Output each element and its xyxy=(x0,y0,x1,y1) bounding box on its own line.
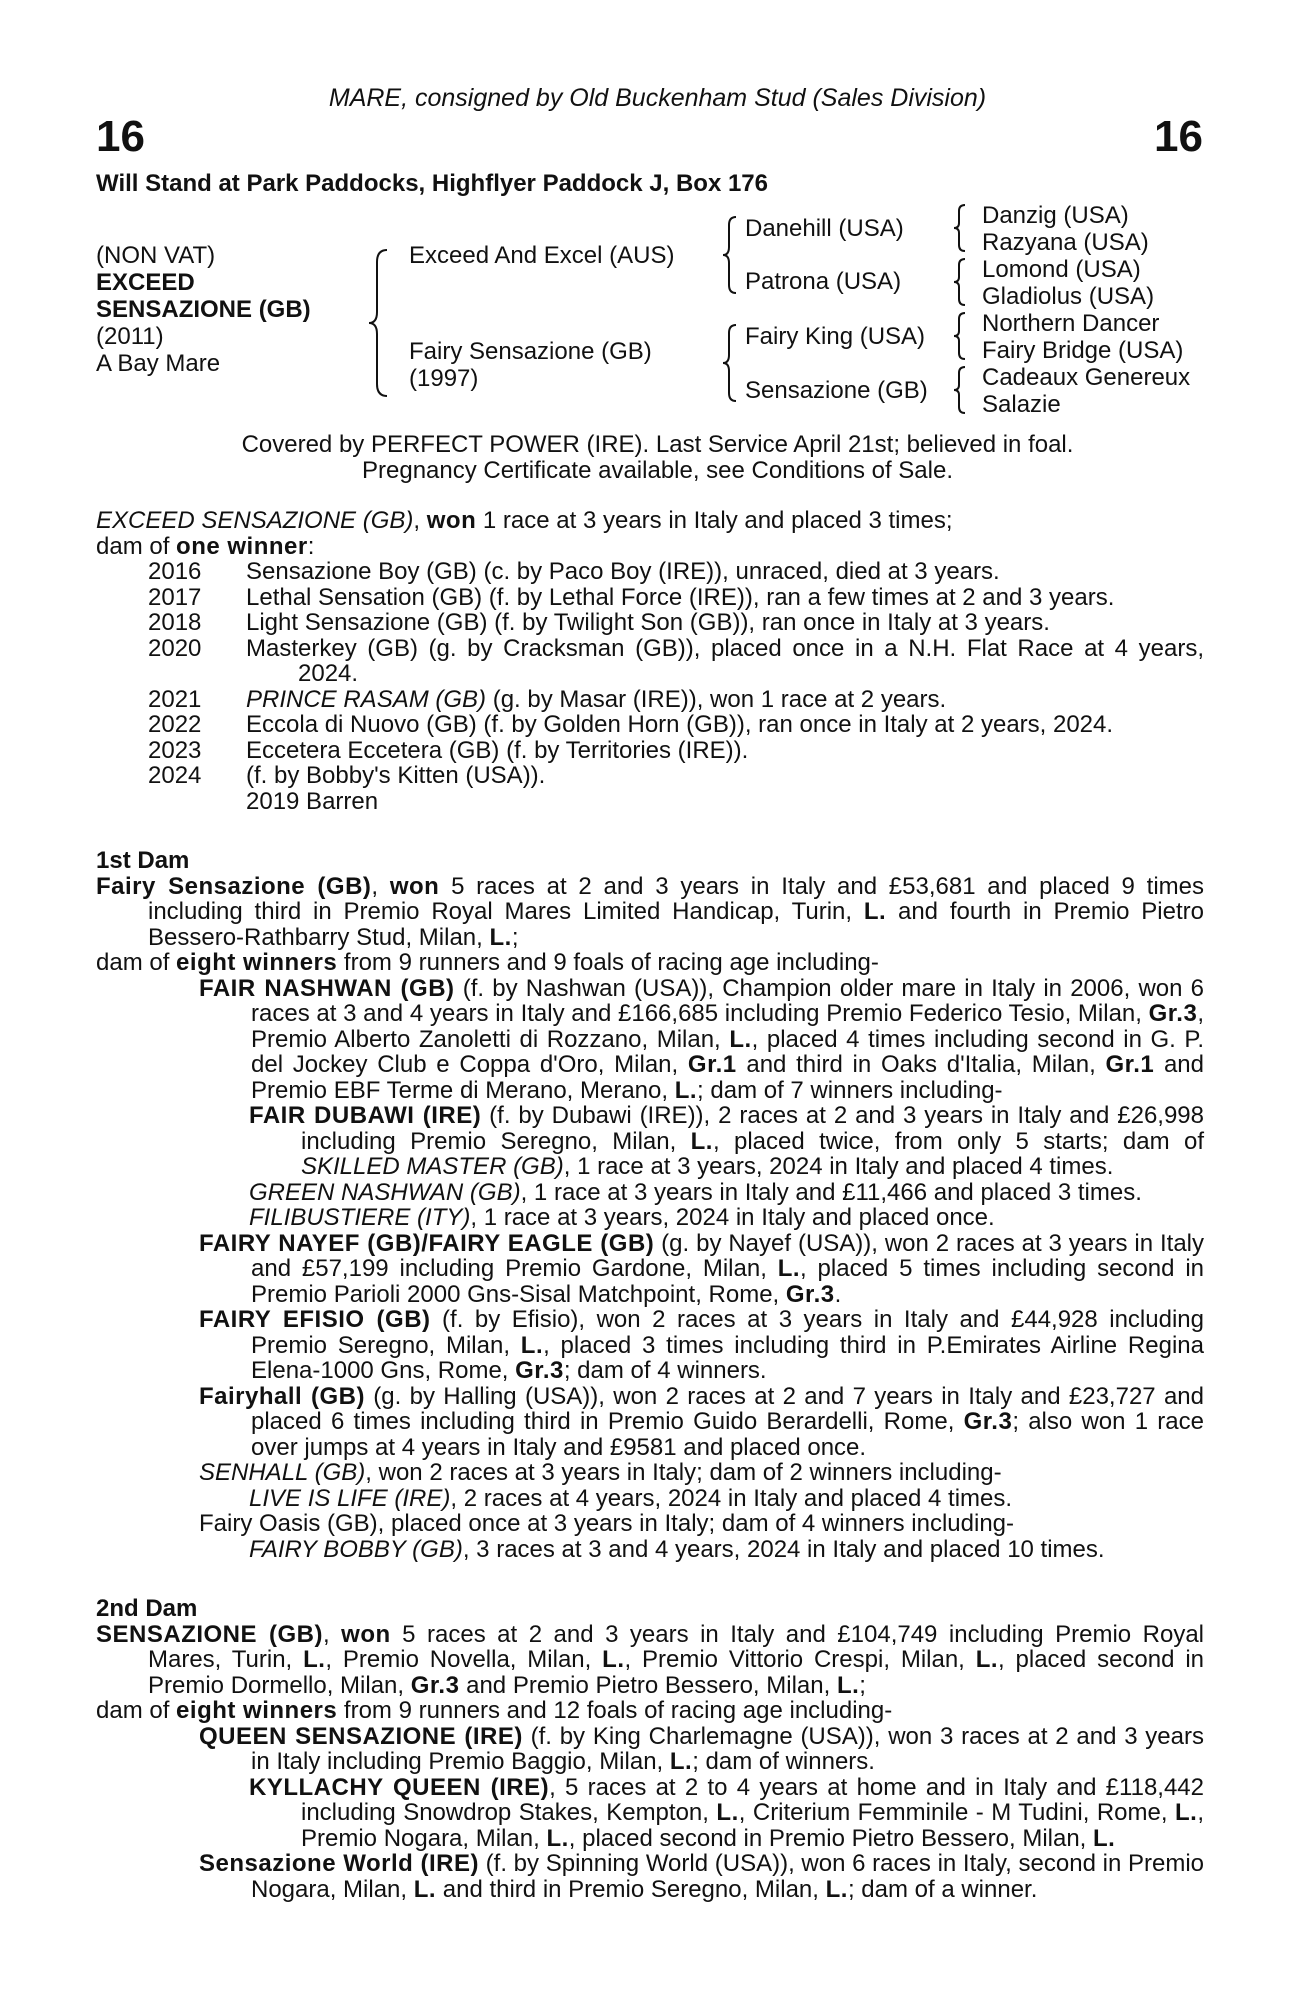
offspring-row: 2022 Eccola di Nuovo (GB) (f. by Golden Horn (GB)), ran once in Italy at 2 years, 2024. xyxy=(148,711,1114,738)
pedigree-horse xyxy=(96,242,311,377)
second-dam-dam-of: dam of eight winners from 9 runners and 12 foals of racing age including- xyxy=(96,1697,893,1724)
offspring-row: 2021 PRINCE RASAM (GB) (g. by Masar (IRE)), won 1 race at 2 years. xyxy=(148,685,947,713)
covered-line-2: Pregnancy Certificate available, see Conditions of Sale. xyxy=(362,457,953,484)
covered-line-1: Covered by PERFECT POWER (IRE). Last Service April 21st; believed in foal. xyxy=(241,431,1074,458)
entry-green-nashwan: GREEN NASHWAN (GB), 1 race at 3 years in Italy and £11,466 and placed 3 times. xyxy=(249,1178,1142,1206)
offspring-row: 2019 Barren xyxy=(246,787,379,815)
pedigree-dds: Cadeaux Genereux xyxy=(982,364,1191,391)
pedigree-sds: Lomond (USA) xyxy=(982,256,1141,283)
entry-senhall: SENHALL (GB), won 2 races at 3 years in Italy; dam of 2 winners including- xyxy=(199,1459,1002,1486)
pedigree-brace-dam xyxy=(720,323,742,403)
pedigree-dd: Sensazione (GB) xyxy=(745,377,928,404)
pedigree-brace-main xyxy=(365,248,395,398)
entry-fairy-bobby: FAIRY BOBBY (GB), 3 races at 3 and 4 years, 2024 in Italy and placed 10 times. xyxy=(249,1535,1105,1563)
horse-description: A Bay Mare xyxy=(96,350,221,377)
pedigree-ss: Danehill (USA) xyxy=(745,215,904,242)
offspring-row: 2016 Sensazione Boy (GB) (c. by Paco Boy (IRE)), unraced, died at 3 years. xyxy=(148,558,1000,585)
pedigree-ssd: Razyana (USA) xyxy=(982,229,1149,256)
pedigree-sire: Exceed And Excel (AUS) xyxy=(409,242,675,269)
first-dam-heading: 1st Dam xyxy=(96,847,190,874)
pedigree-brace-ds xyxy=(950,311,970,361)
entry-fair-nashwan: FAIR NASHWAN (GB) (f. by Nashwan (USA)), Champion older mare in Italy in 2006, won 6 races at 3 and 4 years in Italy and £166,685 including Premio Federico Tesio, Milan, Gr.3, Premio Alberto Zanoletti di Rozzano, Milan, L., placed 4 times including second in G. P. del Jockey Club e Coppa d'Oro, Milan, Gr.1 and third in Oaks d'Italia, Milan, Gr.1 and Premio EBF Terme di Merano, Merano, L.; dam of 7 winners including- xyxy=(199,974,1205,1104)
catalogue-body xyxy=(96,508,1204,1902)
first-dam-dam-of: dam of eight winners from 9 runners and 9 foals of racing age including- xyxy=(96,949,879,976)
pedigree-sd: Patrona (USA) xyxy=(745,268,902,295)
foaling-year: (2011) xyxy=(96,323,164,350)
offspring-row: 2023 Eccetera Eccetera (GB) (f. by Territories (IRE)). xyxy=(148,736,749,764)
second-dam-heading: 2nd Dam xyxy=(96,1595,198,1622)
offspring-row: 2020 Masterkey (GB) (g. by Cracksman (GB)), placed once in a N.H. Flat Race at 4 years, 2024. xyxy=(148,634,1204,687)
offspring-list xyxy=(96,559,1204,814)
vat-status: (NON VAT) xyxy=(96,242,216,269)
horse-name-line1: EXCEED xyxy=(96,269,195,296)
entry-fair-dubawi: FAIR DUBAWI (IRE) (f. by Dubawi (IRE)), 2 races at 2 and 3 years in Italy and £26,998 including Premio Seregno, Milan, L., placed twice, from only 5 starts; dam of SKILLED MASTER (GB), 1 race at 3 years, 2024 in Italy and placed 4 times. xyxy=(249,1102,1205,1180)
pedigree-brace-sd xyxy=(950,257,970,307)
entry-kyllachy-queen: KYLLACHY QUEEN (IRE), 5 races at 2 to 4 years at home and in Italy and £118,442 including Snowdrop Stakes, Kempton, L., Criterium Femminile - M Tudini, Rome, L., Premio Nogara, Milan, L., placed second in Premio Pietro Bessero, Milan, L. xyxy=(249,1773,1204,1852)
produce-dam-of: dam of one winner: xyxy=(96,532,315,560)
entry-fairy-oasis: Fairy Oasis (GB), placed once at 3 years in Italy; dam of 4 winners including- xyxy=(199,1510,1015,1537)
pedigree-sdd: Gladiolus (USA) xyxy=(982,283,1155,310)
entry-live-is-life: LIVE IS LIFE (IRE), 2 races at 4 years, 2024 in Italy and placed 4 times. xyxy=(249,1484,1013,1512)
entry-fairy-nayef: FAIRY NAYEF (GB)/FAIRY EAGLE (GB) (g. by Nayef (USA)), won 2 races at 3 years in Italy and £57,199 including Premio Gardone, Milan, L., placed 5 times including second in Premio Parioli 2000 Gns-Sisal Matchpoint, Rome, Gr.3. xyxy=(199,1229,1205,1308)
horse-name-line2: SENSAZIONE (GB) xyxy=(96,296,311,323)
entry-fairy-efisio: FAIRY EFISIO (GB) (f. by Efisio), won 2 races at 3 years in Italy and £44,928 including Premio Seregno, Milan, L., placed 3 times including third in P.Emirates Airline Regina Elena-1000 Gns, Rome, Gr.3; dam of 4 winners. xyxy=(199,1306,1204,1384)
pedigree-dam-year: (1997) xyxy=(409,365,479,392)
pedigree-dam: Fairy Sensazione (GB) xyxy=(409,338,652,365)
first-dam-record: Fairy Sensazione (GB), won 5 races at 2 and 3 years in Italy and £53,681 and placed 9 times including third in Premio Royal Mares Limited Handicap, Turin, L. and fourth in Premio Pietro Bessero-Rathbarry Stud, Milan, L.; xyxy=(96,872,1204,951)
lot-number-right: 16 xyxy=(1154,112,1203,161)
pedigree-ds: Fairy King (USA) xyxy=(745,323,926,350)
entry-filibustiere: FILIBUSTIERE (ITY), 1 race at 3 years, 2024 in Italy and placed once. xyxy=(249,1204,995,1231)
pedigree-ddd: Salazie xyxy=(982,391,1061,418)
second-dam-record: SENSAZIONE (GB), won 5 races at 2 and 3 years in Italy and £104,749 including Premio Royal Mares, Turin, L., Premio Novella, Milan, L., Premio Vittorio Crespi, Milan, L., placed second in Premio Dormello, Milan, Gr.3 and Premio Pietro Bessero, Milan, L.; xyxy=(96,1620,1204,1699)
offspring-row: 2017 Lethal Sensation (GB) (f. by Lethal Force (IRE)), ran a few times at 2 and 3 years. xyxy=(148,583,1115,611)
offspring-row: 2024 (f. by Bobby's Kitten (USA)). xyxy=(148,762,546,789)
pedigree-brace-ss xyxy=(950,203,970,253)
entry-queen-sensazione: QUEEN SENSAZIONE (IRE) (f. by King Charlemagne (USA)), won 3 races at 2 and 3 years in Italy including Premio Baggio, Milan, L.; dam of winners. xyxy=(199,1722,1204,1775)
pedigree-dsd: Fairy Bridge (USA) xyxy=(982,337,1184,364)
entry-fairyhall: Fairyhall (GB) (g. by Halling (USA)), won 2 races at 2 and 7 years in Italy and £23,727 and placed 6 times including third in Premio Guido Berardelli, Rome, Gr.3; also won 1 race over jumps at 4 years in Italy and £9581 and placed once. xyxy=(199,1382,1204,1461)
pedigree-dss: Northern Dancer xyxy=(982,310,1160,337)
pedigree-brace-sire xyxy=(720,215,742,295)
consignor-line: MARE, consigned by Old Buckenham Stud (Sales Division) xyxy=(328,84,987,112)
offspring-row: 2018 Light Sensazione (GB) (f. by Twilight Son (GB)), ran once in Italy at 3 years. xyxy=(148,609,1050,636)
lot-number-left: 16 xyxy=(96,112,145,161)
entry-sensazione-world: Sensazione World (IRE) (f. by Spinning World (USA)), won 6 races in Italy, second in Premio Nogara, Milan, L. and third in Premio Seregno, Milan, L.; dam of a winner. xyxy=(199,1850,1205,1903)
stand-location: Will Stand at Park Paddocks, Highflyer Paddock J, Box 176 xyxy=(96,170,768,197)
pedigree-sss: Danzig (USA) xyxy=(982,202,1129,229)
produce-intro: EXCEED SENSAZIONE (GB), won 1 race at 3 years in Italy and placed 3 times; xyxy=(96,507,953,534)
covered-notice xyxy=(0,432,1315,484)
pedigree-brace-dd xyxy=(950,365,970,415)
